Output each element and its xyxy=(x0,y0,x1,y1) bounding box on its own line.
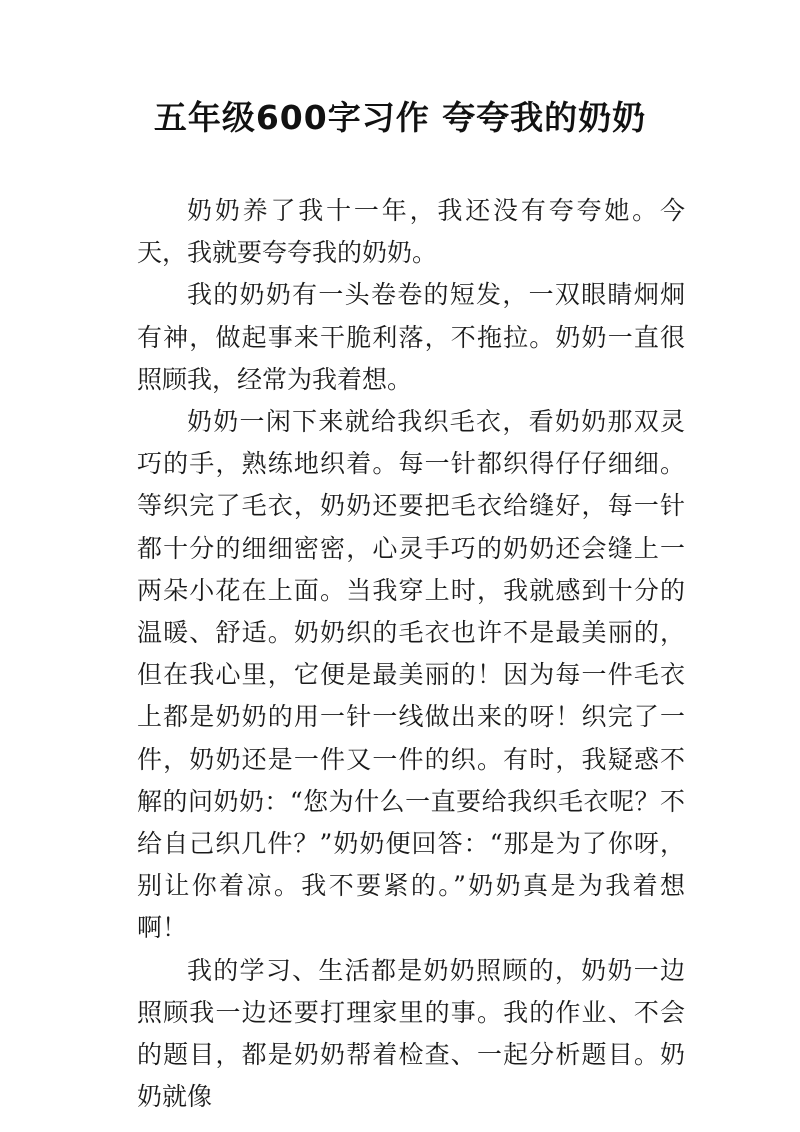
document-title: 五年级600字习作 夸夸我的奶奶 xyxy=(153,98,647,137)
document-body xyxy=(137,190,685,1118)
paragraph-3: 奶奶一闲下来就给我织毛衣，看奶奶那双灵巧的手，熟练地织着。每一针都织得仔仔细细。等织完了毛衣，奶奶还要把毛衣给缝好，每一针都十分的细细密密，心灵手巧的奶奶还会缝上一两朵小花在上面。当我穿上时，我就感到十分的温暖、舒适。奶奶织的毛衣也许不是最美丽的，但在我心里，它便是最美丽的！因为每一件毛衣上都是奶奶的用一针一线做出来的呀！织完了一件，奶奶还是一件又一件的织。有时，我疑惑不解的问奶奶：“您为什么一直要给我织毛衣呢？不给自己织几件？”奶奶便回答：“那是为了你呀，别让你着凉。我不要紧的。”奶奶真是为我着想啊！ xyxy=(137,407,685,943)
paragraph-2: 我的奶奶有一头卷卷的短发，一双眼睛炯炯有神，做起事来干脆利落，不拖拉。奶奶一直很照顾我，经常为我着想。 xyxy=(137,280,685,394)
paragraph-1: 奶奶养了我十一年，我还没有夸夸她。今天，我就要夸夸我的奶奶。 xyxy=(137,196,685,268)
paragraph-4: 我的学习、生活都是奶奶照顾的，奶奶一边照顾我一边还要打理家里的事。我的作业、不会的题目，都是奶奶帮着检查、一起分析题目。奶奶就像 xyxy=(137,955,685,1112)
